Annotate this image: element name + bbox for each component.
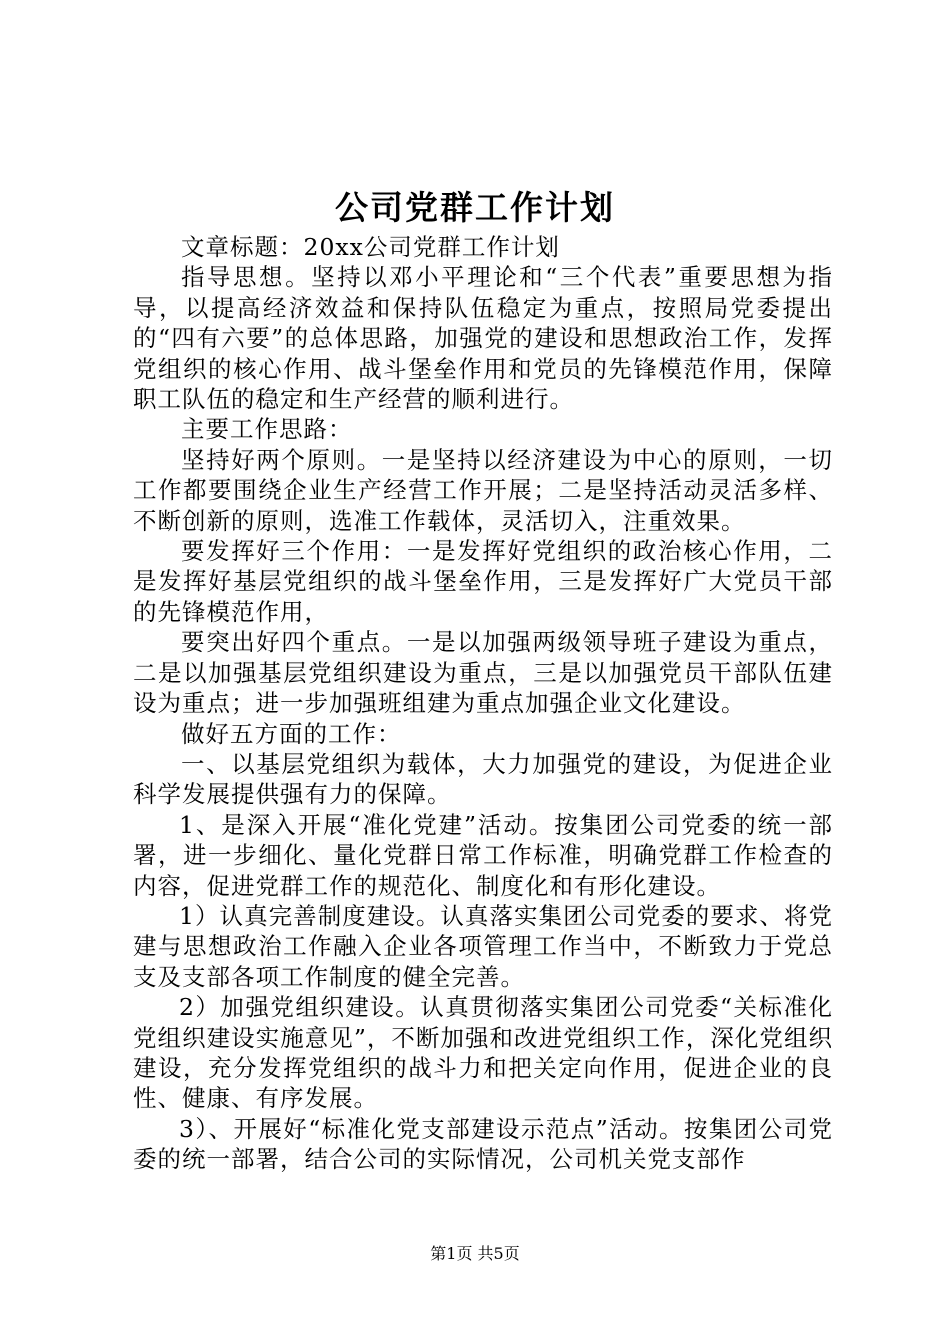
paragraph-four-priorities: 要突出好四个重点。一是以加强两级领导班子建设为重点，二是以加强基层党组织建设为重点，三是以加强党员干部队伍建设为重点；进一步加强班组建为重点加强企业文化建设。 xyxy=(133,628,833,718)
paragraph-item-1: 1、是深入开展“准化党建”活动。按集团公司党委的统一部署，进一步细化、量化党群日常工作标准，明确党群工作检查的内容，促进党群工作的规范化、制度化和有形化建设。 xyxy=(133,810,833,900)
paragraph-section-one: 一、以基层党组织为载体，大力加强党的建设，为促进企业科学发展提供强有力的保障。 xyxy=(133,749,833,809)
paragraph-three-roles: 要发挥好三个作用：一是发挥好党组织的政治核心作用，二是发挥好基层党组织的战斗堡垒作用，三是发挥好广大党员干部的先锋模范作用， xyxy=(133,537,833,626)
paragraph-main-ideas-heading: 主要工作思路： xyxy=(181,415,353,444)
paragraph-article-title: 文章标题：20xx公司党群工作计划 xyxy=(181,233,560,261)
paragraph-two-principles: 坚持好两个原则。一是坚持以经济建设为中心的原则，一切工作都要围绕企业生产经营工作开展；二是坚持活动灵活多样、不断创新的原则，选准工作载体，灵活切入，注重效果。 xyxy=(133,445,833,535)
paragraph-guiding-ideology: 指导思想。坚持以邓小平理论和“三个代表”重要思想为指导，以提高经济效益和保持队伍稳定为重点，按照局党委提出的“四有六要”的总体思路，加强党的建设和思想政治工作，发挥党组织的核心作用、战斗堡垒作用和党员的先锋模范作用，保障职工队伍的稳定和生产经营的顺利进行。 xyxy=(133,263,833,414)
document-title: 公司党群工作计划 xyxy=(335,188,615,227)
page-number-footer: 第1页 共5页 xyxy=(430,1244,520,1263)
paragraph-subitem-2: 2）加强党组织建设。认真贯彻落实集团公司党委“关标准化党组织建设实施意见”，不断加强和改进党组织工作，深化党组织建设，充分发挥党组织的战斗力和把关定向作用，促进企业的良性、健康、有序发展。 xyxy=(133,993,833,1113)
paragraph-five-tasks-heading: 做好五方面的工作： xyxy=(181,719,402,748)
document-body xyxy=(133,232,833,1175)
paragraph-subitem-3: 3）、开展好“标准化党支部建设示范点”活动。按集团公司党委的统一部署，结合公司的实际情况，公司机关党支部作 xyxy=(133,1114,833,1174)
paragraph-subitem-1: 1）认真完善制度建设。认真落实集团公司党委的要求、将党建与思想政治工作融入企业各项管理工作当中，不断致力于党总支及支部各项工作制度的健全完善。 xyxy=(133,901,833,991)
